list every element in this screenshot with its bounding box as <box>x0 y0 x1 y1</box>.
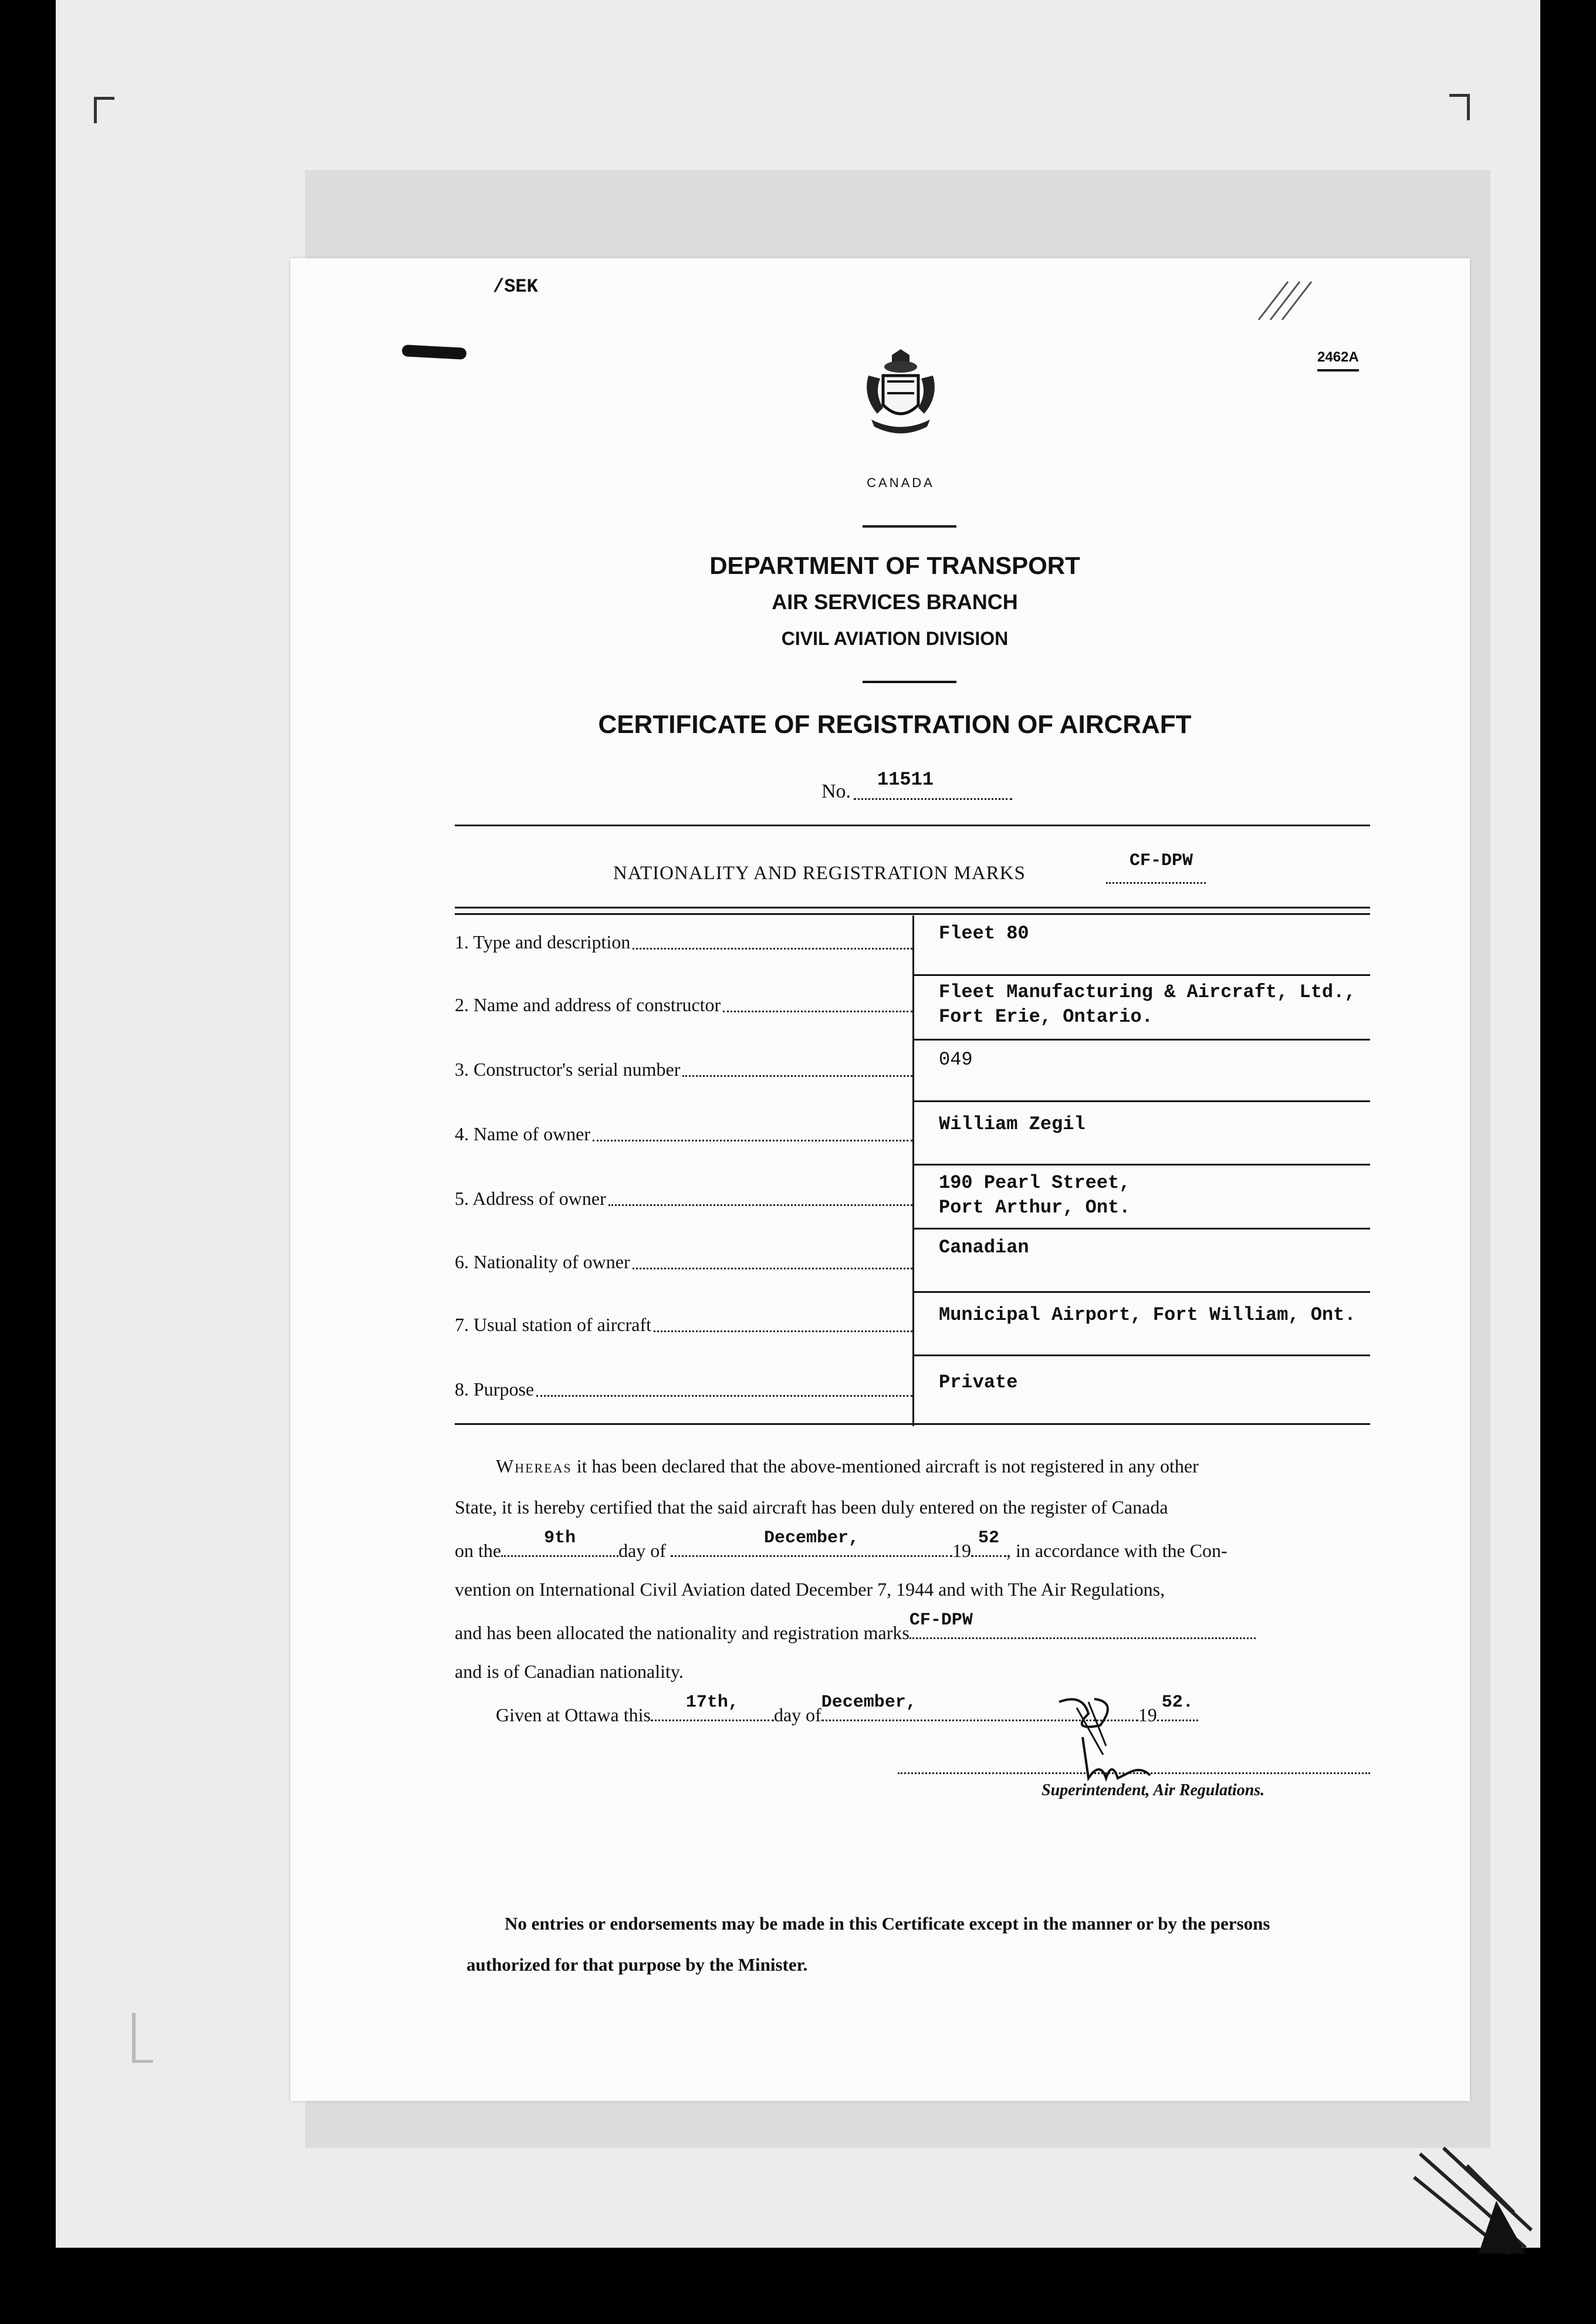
divider <box>455 907 1370 908</box>
row-divider <box>912 1164 1370 1166</box>
crest-caption: CANADA <box>867 475 935 490</box>
canada-crest-icon <box>857 349 945 449</box>
tick-marks <box>1253 276 1323 323</box>
field-label-station: 7. Usual station of aircraft <box>455 1315 912 1336</box>
given-at-line: Given at Ottawa this 17th, day of December, 19 52. <box>496 1702 1198 1726</box>
field-value-owner-address: 190 Pearl Street, Port Arthur, Ont. <box>939 1172 1131 1218</box>
field-value-type: Fleet 80 <box>939 923 1029 944</box>
certificate-sheet <box>290 258 1470 2101</box>
field-label-serial: 3. Constructor's serial number <box>455 1059 912 1080</box>
file-mark: /SEK <box>493 276 538 298</box>
row-divider <box>912 1228 1370 1229</box>
number-label: No. <box>821 781 851 802</box>
field-value-station: Municipal Airport, Fort William, Ont. <box>939 1304 1356 1326</box>
divider <box>455 913 1370 915</box>
divider <box>455 825 1370 826</box>
certification-line-4: vention on International Civil Aviation dated December 7, 1944 and with The Air Regulations, <box>455 1579 1165 1600</box>
form-number: 2462A <box>1317 349 1359 371</box>
certification-line-5: and has been allocated the nationality and registration marks CF-DPW <box>455 1620 1256 1644</box>
column-divider <box>912 916 914 1426</box>
certification-line-1: Whereas it has been declared that the above-mentioned aircraft is not registered in any other <box>496 1455 1199 1477</box>
field-label-owner-name: 4. Name of owner <box>455 1124 912 1145</box>
given-month-field: December, <box>821 1702 1138 1721</box>
nationality-label: NATIONALITY AND REGISTRATION MARKS <box>613 863 1026 884</box>
field-value-owner-name: William Zegil <box>939 1113 1086 1135</box>
row-divider <box>912 1100 1370 1102</box>
registration-marks: CF-DPW <box>1130 851 1193 871</box>
divider <box>863 681 956 683</box>
field-label-purpose: 8. Purpose <box>455 1379 912 1400</box>
division-heading: CIVIL AVIATION DIVISION <box>781 628 1009 649</box>
given-day-field: 17th, <box>651 1702 774 1721</box>
certification-line-3: on the 9th day of December, 19 52 , in accordance with the Con- <box>455 1528 1228 1561</box>
field-value-nationality: Canadian <box>939 1237 1029 1258</box>
corner-bracket <box>1449 94 1470 120</box>
footer-line-2: authorized for that purpose by the Minister. <box>466 1954 808 1975</box>
corner-bracket <box>132 2013 153 2063</box>
divider <box>455 1423 1370 1425</box>
field-label-nationality: 6. Nationality of owner <box>455 1252 912 1273</box>
department-heading: DEPARTMENT OF TRANSPORT <box>709 552 1080 579</box>
field-value-serial: 049 <box>939 1049 973 1070</box>
certificate-number: 11511 <box>877 769 934 791</box>
nationality-line <box>1106 882 1206 884</box>
entry-month-field: December, <box>671 1538 952 1557</box>
certification-line-2: State, it is hereby certified that the said aircraft has been duly entered on the register of Canada <box>455 1497 1168 1518</box>
signature-title: Superintendent, Air Regulations. <box>1042 1781 1265 1799</box>
row-divider <box>912 1354 1370 1356</box>
field-label-constructor: 2. Name and address of constructor <box>455 995 912 1016</box>
footer-line-1: No entries or endorsements may be made in this Certificate except in the manner or by the persons <box>505 1913 1270 1934</box>
entry-day-field: 9th <box>501 1538 618 1557</box>
ink-smudge <box>402 344 467 360</box>
row-divider <box>912 974 1370 976</box>
corner-bracket <box>94 97 114 123</box>
divider <box>863 525 956 528</box>
given-year-field: 52. <box>1157 1702 1198 1721</box>
number-line <box>854 798 1012 800</box>
row-divider <box>912 1039 1370 1041</box>
certificate-title: CERTIFICATE OF REGISTRATION OF AIRCRAFT <box>598 710 1192 739</box>
marks-field: CF-DPW <box>909 1620 1256 1639</box>
entry-year-field: 52 <box>971 1538 1006 1557</box>
handwritten-signature <box>1047 1690 1165 1790</box>
field-label-owner-address: 5. Address of owner <box>455 1188 912 1210</box>
row-divider <box>912 1291 1370 1293</box>
film-edge <box>0 0 56 2289</box>
certification-line-6: and is of Canadian nationality. <box>455 1661 684 1682</box>
branch-heading: AIR SERVICES BRANCH <box>772 590 1018 614</box>
field-value-purpose: Private <box>939 1372 1018 1393</box>
film-corner-scratch <box>1408 2142 1537 2259</box>
field-value-constructor: Fleet Manufacturing & Aircraft, Ltd., Fort Erie, Ontario. <box>939 981 1356 1028</box>
field-label-type: 1. Type and description <box>455 932 912 953</box>
